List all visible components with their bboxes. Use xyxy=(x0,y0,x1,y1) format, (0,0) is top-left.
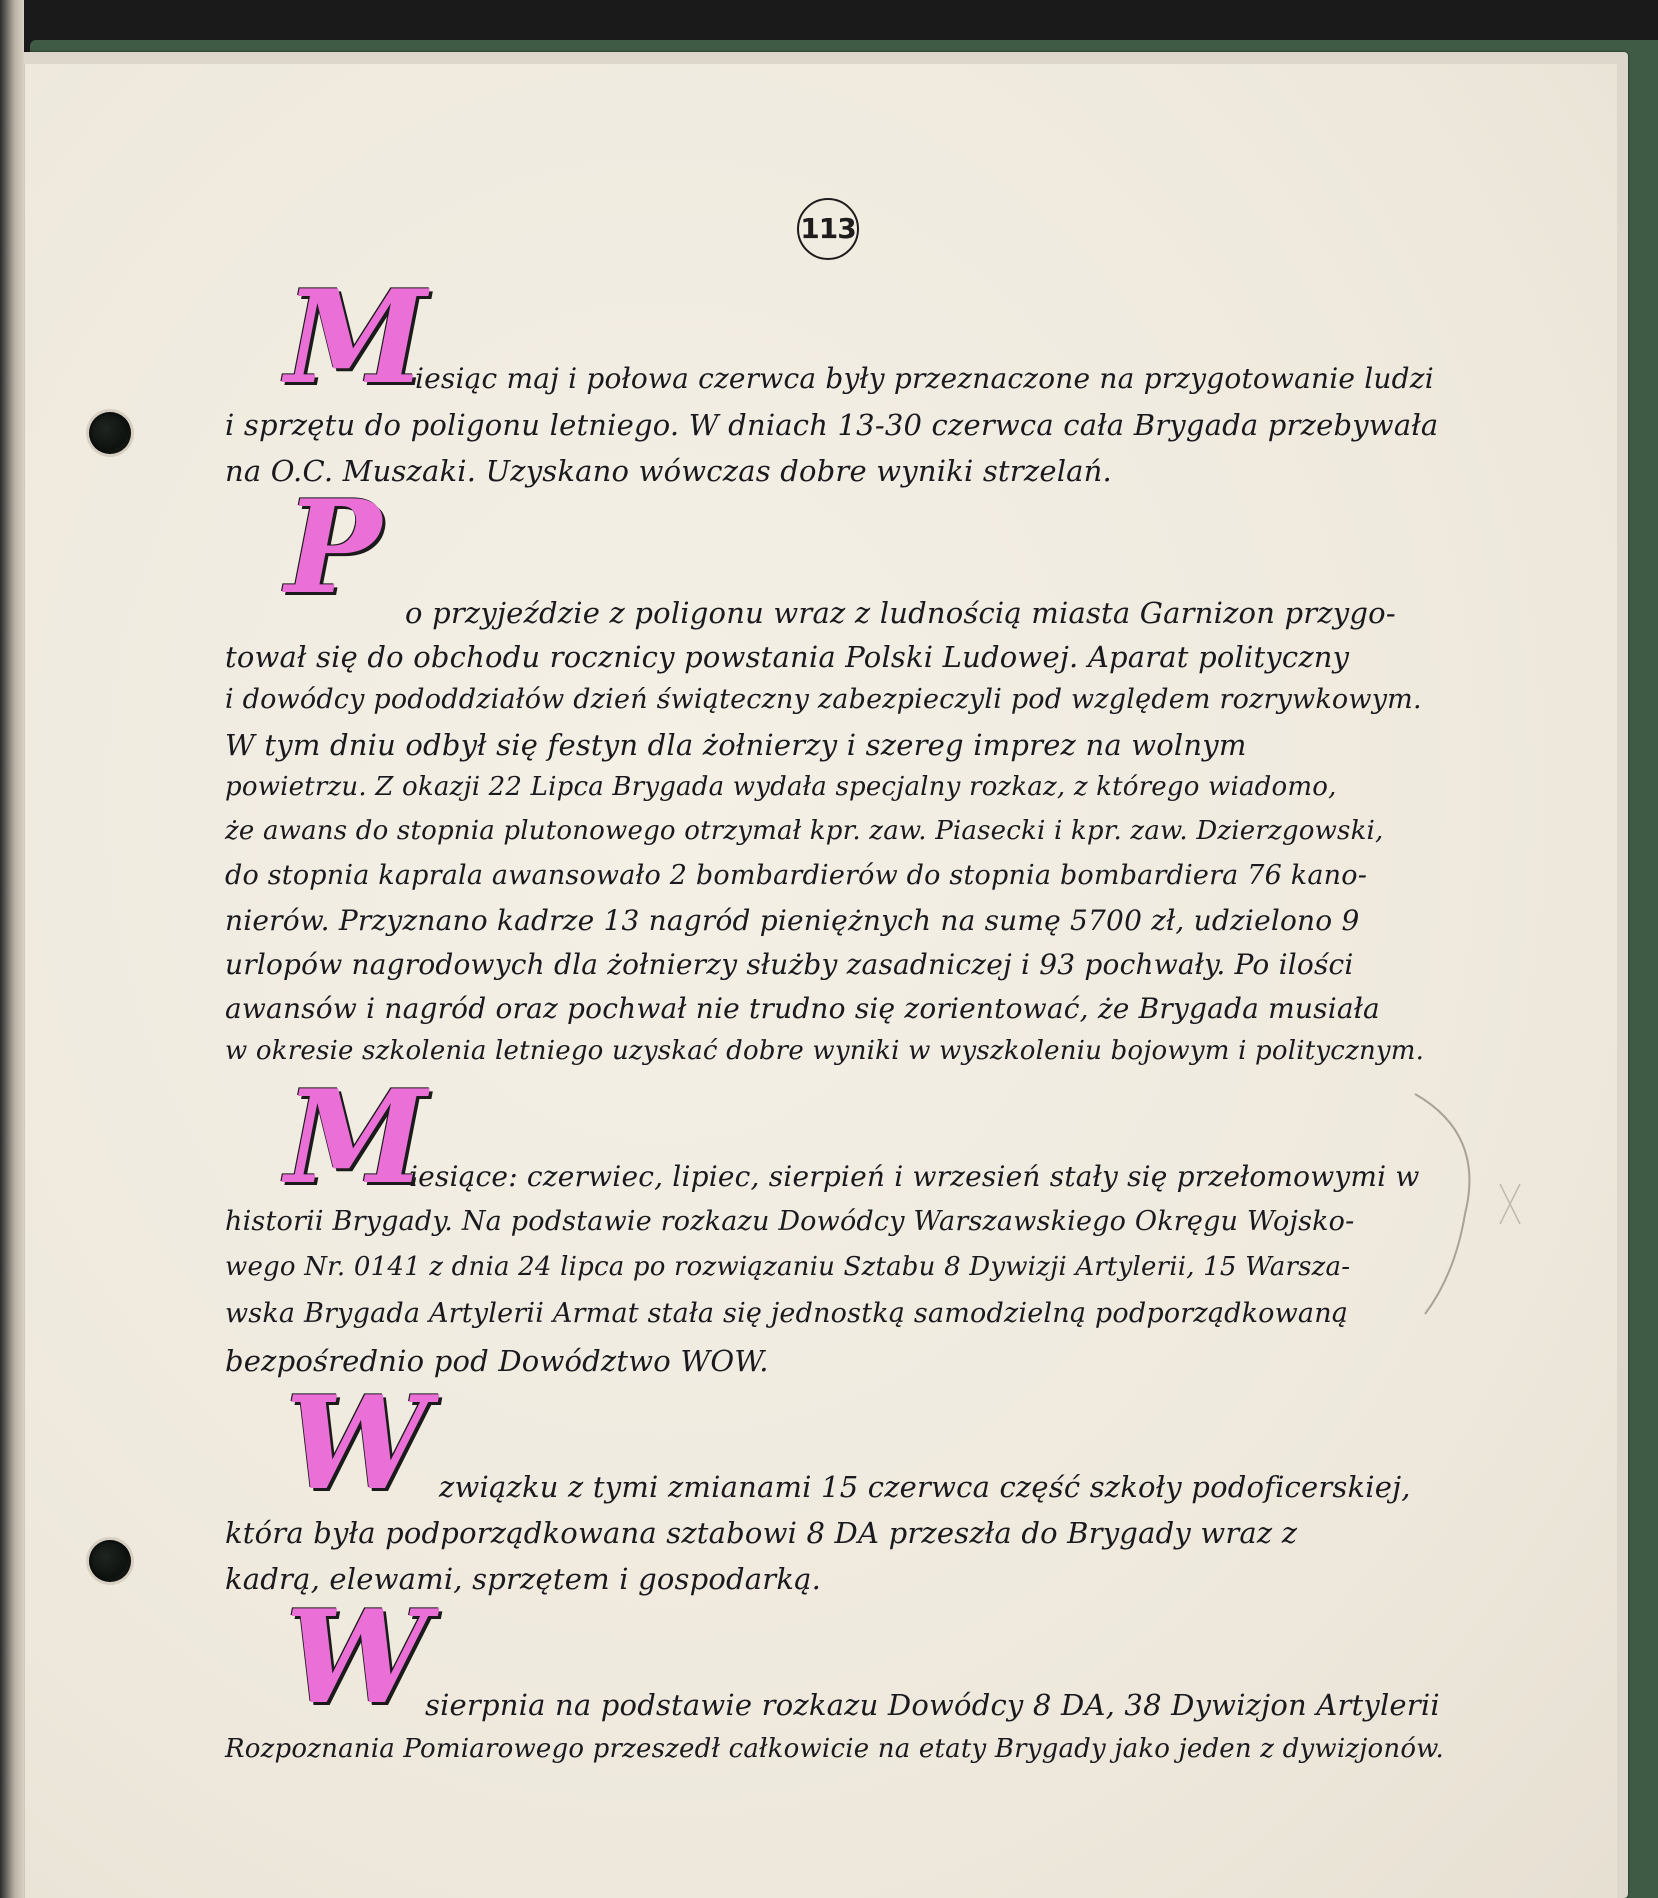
text-line: awansów i nagród oraz pochwał nie trudno się zorientować, że Brygada musiała xyxy=(225,992,1380,1025)
punch-hole-bottom xyxy=(89,1540,131,1582)
text-line: na O.C. Muszaki. Uzyskano wówczas dobre wyniki strzelań. xyxy=(225,454,1112,488)
text-line: sierpnia na podstawie rozkazu Dowódcy 8 DA, 38 Dywizjon Artylerii xyxy=(425,1688,1440,1722)
text-line: wska Brygada Artylerii Armat stała się jednostką samodzielną podporządkowaną xyxy=(225,1298,1349,1329)
initial-letter: P xyxy=(285,473,382,623)
text-line: bezpośrednio pod Dowództwo WOW. xyxy=(225,1344,769,1378)
initial-letter: W xyxy=(285,1369,429,1519)
text-line: powietrzu. Z okazji 22 Lipca Brygada wydała specjalny rozkaz, z którego wiadomo, xyxy=(225,772,1337,802)
text-line: i sprzętu do poligonu letniego. W dniach 13-30 czerwca cała Brygada przebywała xyxy=(225,408,1439,442)
text-line: o przyjeździe z poligonu wraz z ludnością miasta Garnizon przygo- xyxy=(405,596,1396,630)
text-line: związku z tymi zmianami 15 czerwca część szkoły podoficerskiej, xyxy=(439,1470,1411,1504)
text-line: i dowódcy pododdziałów dzień świąteczny zabezpieczyli pod względem rozrywkowym. xyxy=(225,684,1422,715)
text-line: kadrą, elewami, sprzętem i gospodarką. xyxy=(225,1562,822,1596)
initial-letter: W xyxy=(285,1583,429,1733)
text-line: że awans do stopnia plutonowego otrzymał kpr. zaw. Piasecki i kpr. zaw. Dzierzgowski, xyxy=(225,816,1384,846)
text-line: W tym dniu odbył się festyn dla żołnierzy i szereg imprez na wolnym xyxy=(225,728,1247,762)
text-line: iesiąc maj i połowa czerwca były przeznaczone na przygotowanie ludzi xyxy=(415,362,1434,395)
initial-letter: M xyxy=(285,263,427,413)
page-number: 113 xyxy=(797,198,859,260)
pencil-bracket-icon xyxy=(1405,1074,1525,1334)
text-line: która była podporządkowana sztabowi 8 DA przeszła do Brygady wraz z xyxy=(225,1516,1298,1550)
punch-hole-top xyxy=(89,412,131,454)
page xyxy=(24,64,1617,1898)
text-line: do stopnia kaprala awansowało 2 bombardierów do stopnia bombardiera 76 kano- xyxy=(225,860,1368,891)
text-line: tował się do obchodu rocznicy powstania Polski Ludowej. Aparat polityczny xyxy=(225,640,1350,674)
initial-letter: M xyxy=(285,1063,427,1213)
text-line: Rozpoznania Pomiarowego przeszedł całkowicie na etaty Brygady jako jeden z dywizjonów. xyxy=(225,1734,1445,1764)
text-line: wego Nr. 0141 z dnia 24 lipca po rozwiązaniu Sztabu 8 Dywizji Artylerii, 15 Warsza- xyxy=(225,1252,1351,1282)
text-line: urlopów nagrodowych dla żołnierzy służby zasadniczej i 93 pochwały. Po ilości xyxy=(225,948,1354,981)
text-line: historii Brygady. Na podstawie rozkazu Dowódcy Warszawskiego Okręgu Wojsko- xyxy=(225,1206,1355,1237)
binding-strip xyxy=(0,0,24,1898)
text-line: iesiące: czerwiec, lipiec, sierpień i wrzesień stały się przełomowymi w xyxy=(409,1160,1420,1193)
text-line: w okresie szkolenia letniego uzyskać dobre wyniki w wyszkoleniu bojowym i politycznym. xyxy=(225,1036,1425,1066)
text-line: nierów. Przyznano kadrze 13 nagród pieniężnych na sumę 5700 zł, udzielono 9 xyxy=(225,904,1360,937)
